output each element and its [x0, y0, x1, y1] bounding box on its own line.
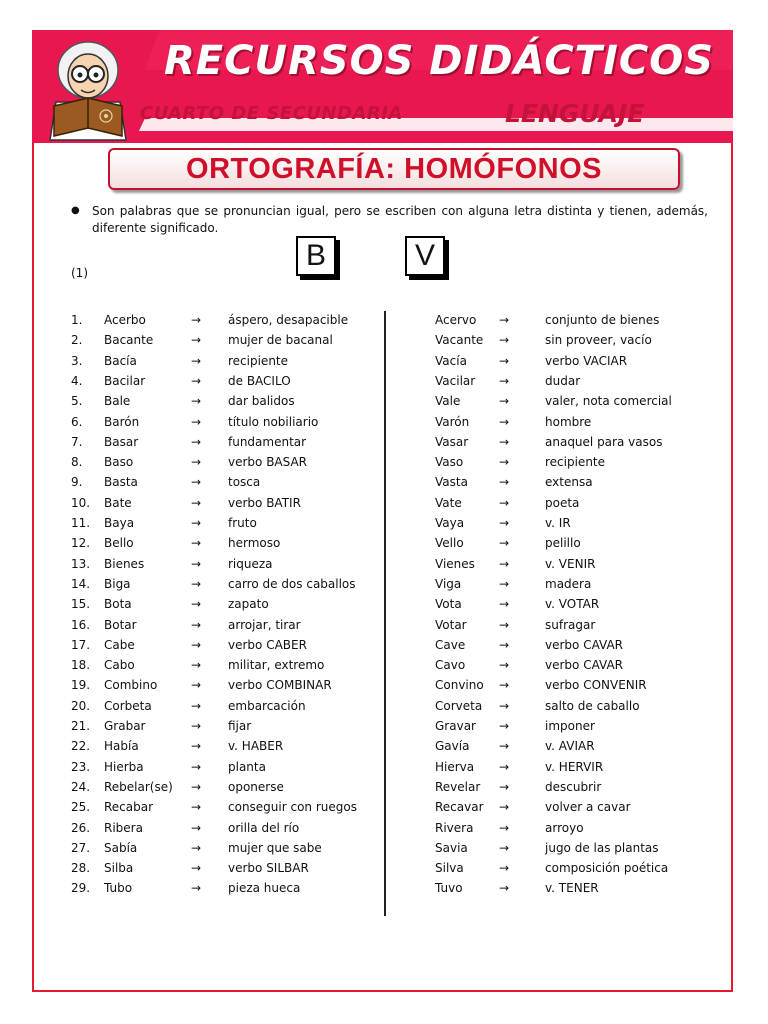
- v-meaning: v. VOTAR: [545, 597, 600, 612]
- v-meaning: v. HERVIR: [545, 759, 604, 774]
- arrow-icon: →: [191, 881, 202, 896]
- arrow-icon: →: [191, 800, 202, 815]
- table-row: [0, 455, 768, 475]
- row-number: 13.: [71, 556, 91, 571]
- v-meaning: v. VENIR: [545, 556, 596, 571]
- row-number: 5.: [71, 394, 83, 409]
- row-number: 14.: [71, 576, 91, 591]
- v-meaning: valer, nota comercial: [545, 394, 672, 409]
- arrow-icon: →: [499, 353, 510, 368]
- table-row: [0, 678, 768, 698]
- table-row: [0, 333, 768, 353]
- b-word: Corbeta: [104, 698, 152, 713]
- v-word: Hierva: [435, 759, 475, 774]
- b-word: Botar: [104, 617, 137, 632]
- arrow-icon: →: [191, 779, 202, 794]
- b-meaning: fijar: [228, 719, 252, 733]
- b-meaning: mujer de bacanal: [228, 333, 333, 348]
- arrow-icon: →: [499, 617, 510, 632]
- row-number: 23.: [71, 759, 91, 774]
- v-meaning: hombre: [545, 414, 592, 429]
- v-word: Convino: [435, 678, 484, 693]
- b-meaning: verbo SILBAR: [228, 861, 309, 876]
- table-row: [0, 881, 768, 901]
- arrow-icon: →: [191, 820, 202, 835]
- b-word: Cabo: [104, 658, 135, 673]
- arrow-icon: →: [499, 698, 510, 713]
- b-word: Sabía: [104, 840, 138, 855]
- table-row: [0, 739, 768, 759]
- b-word: Barón: [104, 414, 140, 429]
- table-row: [0, 658, 768, 678]
- table-row: [0, 699, 768, 719]
- v-meaning: poeta: [545, 495, 580, 510]
- arrow-icon: →: [191, 455, 202, 470]
- row-number: 6.: [71, 414, 83, 429]
- b-word: Bate: [104, 495, 132, 510]
- page-title-box: [108, 148, 680, 190]
- b-word: Baya: [104, 516, 135, 530]
- row-number: 4.: [71, 373, 83, 388]
- arrow-icon: →: [191, 698, 202, 713]
- arrow-icon: →: [499, 455, 510, 470]
- v-word: Varón: [435, 414, 470, 429]
- row-number: 25.: [71, 800, 91, 815]
- v-word: Tuvo: [435, 881, 463, 896]
- table-row: [0, 313, 768, 333]
- row-number: 24.: [71, 779, 91, 794]
- arrow-icon: →: [191, 576, 202, 591]
- b-meaning: zapato: [228, 597, 269, 612]
- table-row: [0, 415, 768, 435]
- row-number: 15.: [71, 597, 91, 612]
- v-meaning: descubrir: [545, 779, 602, 794]
- b-meaning: mujer que sabe: [228, 840, 322, 855]
- v-meaning: verbo CONVENIR: [545, 678, 647, 693]
- v-meaning: verbo CAVAR: [545, 637, 623, 652]
- v-meaning: extensa: [545, 475, 593, 490]
- arrow-icon: →: [191, 840, 202, 855]
- table-row: [0, 719, 768, 739]
- table-row: [0, 618, 768, 638]
- b-word: Recabar: [104, 800, 154, 815]
- v-word: Recavar: [435, 800, 484, 815]
- b-meaning: de BACILO: [228, 373, 291, 388]
- b-meaning: embarcación: [228, 698, 306, 713]
- arrow-icon: →: [191, 759, 202, 774]
- arrow-icon: →: [499, 861, 510, 876]
- row-number: 27.: [71, 840, 91, 855]
- table-row: [0, 760, 768, 780]
- arrow-icon: →: [191, 414, 202, 429]
- row-number: 17.: [71, 637, 91, 652]
- arrow-icon: →: [191, 861, 202, 876]
- v-word: Acervo: [435, 313, 477, 327]
- row-number: 11.: [71, 516, 91, 530]
- b-word: Bacante: [104, 333, 154, 348]
- row-number: 9.: [71, 475, 83, 490]
- arrow-icon: →: [191, 313, 202, 327]
- v-word: Vaso: [435, 455, 464, 470]
- arrow-icon: →: [499, 800, 510, 815]
- row-number: 21.: [71, 719, 91, 733]
- arrow-icon: →: [499, 597, 510, 612]
- table-row: [0, 841, 768, 861]
- arrow-icon: →: [191, 617, 202, 632]
- b-word: Silba: [104, 861, 134, 876]
- table-row: [0, 557, 768, 577]
- v-word: Vaya: [435, 516, 465, 530]
- v-word: Silva: [435, 861, 464, 876]
- v-word: Vacía: [435, 353, 467, 368]
- b-word: Basta: [104, 475, 138, 490]
- v-meaning: salto de caballo: [545, 698, 640, 713]
- b-word: Tubo: [104, 881, 133, 896]
- grade-label: CUARTO DE SECUNDARIA: [140, 103, 403, 124]
- b-meaning: conseguir con ruegos: [228, 800, 357, 815]
- arrow-icon: →: [499, 739, 510, 754]
- v-meaning: dudar: [545, 373, 581, 388]
- table-row: [0, 536, 768, 556]
- arrow-icon: →: [499, 637, 510, 652]
- table-row: [0, 821, 768, 841]
- v-word: Vasar: [435, 434, 469, 449]
- row-number: 8.: [71, 455, 83, 470]
- v-meaning: recipiente: [545, 455, 606, 470]
- v-meaning: jugo de las plantas: [545, 840, 659, 855]
- b-word: Rebelar(se): [104, 779, 173, 794]
- row-number: 3.: [71, 353, 83, 368]
- v-meaning: v. IR: [545, 516, 571, 530]
- v-word: Cave: [435, 637, 466, 652]
- b-meaning: oponerse: [228, 779, 284, 794]
- arrow-icon: →: [191, 394, 202, 409]
- v-meaning: composición poética: [545, 861, 669, 876]
- subject-label: LENGUAJE: [505, 99, 645, 128]
- b-meaning: verbo COMBINAR: [228, 678, 332, 693]
- arrow-icon: →: [499, 556, 510, 571]
- b-meaning: orilla del río: [228, 820, 300, 835]
- arrow-icon: →: [499, 759, 510, 774]
- row-number: 19.: [71, 678, 91, 693]
- arrow-icon: →: [191, 556, 202, 571]
- arrow-icon: →: [191, 536, 202, 551]
- b-word: Acerbo: [104, 313, 146, 327]
- row-number: 1.: [71, 313, 83, 327]
- b-meaning: hermoso: [228, 536, 281, 551]
- b-word: Bello: [104, 536, 134, 551]
- arrow-icon: →: [191, 333, 202, 348]
- arrow-icon: →: [191, 658, 202, 673]
- section-marker: (1): [71, 266, 88, 280]
- v-word: Vacante: [435, 333, 484, 348]
- b-meaning: dar balidos: [228, 394, 295, 409]
- arrow-icon: →: [499, 536, 510, 551]
- table-row: [0, 780, 768, 800]
- arrow-icon: →: [191, 719, 202, 733]
- row-number: 18.: [71, 658, 91, 673]
- b-meaning: arrojar, tirar: [228, 617, 301, 632]
- v-meaning: v. TENER: [545, 881, 599, 896]
- arrow-icon: →: [499, 840, 510, 855]
- b-meaning: v. HABER: [228, 739, 284, 754]
- b-word: Combino: [104, 678, 158, 693]
- row-number: 10.: [71, 495, 91, 510]
- v-meaning: imponer: [545, 719, 595, 733]
- b-meaning: tosca: [228, 475, 261, 490]
- b-word: Bacía: [104, 353, 137, 368]
- v-word: Revelar: [435, 779, 481, 794]
- arrow-icon: →: [499, 333, 510, 348]
- b-word: Bienes: [104, 556, 145, 571]
- arrow-icon: →: [499, 475, 510, 490]
- arrow-icon: →: [499, 779, 510, 794]
- row-number: 12.: [71, 536, 91, 551]
- v-word: Rivera: [435, 820, 474, 835]
- v-word: Vota: [435, 597, 462, 612]
- b-word: Hierba: [104, 759, 144, 774]
- table-row: [0, 638, 768, 658]
- arrow-icon: →: [499, 414, 510, 429]
- row-number: 26.: [71, 820, 91, 835]
- row-number: 22.: [71, 739, 91, 754]
- v-meaning: sin proveer, vacío: [545, 333, 652, 348]
- v-word: Savia: [435, 840, 468, 855]
- b-meaning: verbo BASAR: [228, 455, 308, 470]
- row-number: 16.: [71, 617, 91, 632]
- intro-text: Son palabras que se pronuncian igual, pero se escriben con alguna letra distinta y tienen, además, diferente significado.: [92, 204, 708, 235]
- arrow-icon: →: [499, 658, 510, 673]
- arrow-icon: →: [499, 516, 510, 530]
- arrow-icon: →: [499, 678, 510, 693]
- v-word: Cavo: [435, 658, 466, 673]
- letter-b-box: B: [296, 236, 336, 276]
- page-title: ORTOGRAFÍA: HOMÓFONOS: [186, 152, 602, 185]
- v-word: Vate: [435, 495, 462, 510]
- arrow-icon: →: [499, 313, 510, 327]
- table-row: [0, 374, 768, 394]
- b-meaning: planta: [228, 759, 266, 774]
- v-meaning: pelillo: [545, 536, 581, 551]
- v-word: Vacilar: [435, 373, 476, 388]
- v-meaning: verbo CAVAR: [545, 658, 623, 673]
- table-row: [0, 861, 768, 881]
- b-word: Bacilar: [104, 373, 146, 388]
- b-word: Basar: [104, 434, 139, 449]
- arrow-icon: →: [191, 353, 202, 368]
- b-meaning: verbo CABER: [228, 637, 307, 652]
- professor-mascot-icon: [36, 32, 140, 144]
- b-word: Biga: [104, 576, 131, 591]
- b-meaning: verbo BATIR: [228, 495, 301, 510]
- b-meaning: carro de dos caballos: [228, 576, 356, 591]
- arrow-icon: →: [191, 373, 202, 388]
- v-meaning: anaquel para vasos: [545, 434, 663, 449]
- b-word: Cabe: [104, 637, 135, 652]
- arrow-icon: →: [499, 820, 510, 835]
- row-number: 28.: [71, 861, 91, 876]
- b-meaning: recipiente: [228, 353, 289, 368]
- v-meaning: conjunto de bienes: [545, 313, 660, 327]
- row-number: 20.: [71, 698, 91, 713]
- letter-v-box: V: [405, 236, 445, 276]
- b-meaning: pieza hueca: [228, 881, 301, 896]
- b-word: Ribera: [104, 820, 143, 835]
- table-row: [0, 496, 768, 516]
- arrow-icon: →: [191, 475, 202, 490]
- arrow-icon: →: [191, 739, 202, 754]
- v-meaning: sufragar: [545, 617, 596, 632]
- table-row: [0, 577, 768, 597]
- v-word: Votar: [435, 617, 467, 632]
- arrow-icon: →: [499, 394, 510, 409]
- v-word: Gravar: [435, 719, 476, 733]
- arrow-icon: →: [499, 881, 510, 896]
- v-word: Gavía: [435, 739, 470, 754]
- v-meaning: arroyo: [545, 820, 584, 835]
- arrow-icon: →: [499, 495, 510, 510]
- v-word: Vello: [435, 536, 464, 551]
- banner-title: RECURSOS DIDÁCTICOS: [164, 38, 715, 84]
- arrow-icon: →: [499, 373, 510, 388]
- b-meaning: riqueza: [228, 556, 273, 571]
- b-meaning: fruto: [228, 516, 257, 530]
- arrow-icon: →: [191, 434, 202, 449]
- v-word: Vale: [435, 394, 461, 409]
- table-row: [0, 394, 768, 414]
- b-meaning: áspero, desapacible: [228, 313, 349, 327]
- table-row: [0, 597, 768, 617]
- arrow-icon: →: [191, 495, 202, 510]
- table-row: [0, 435, 768, 455]
- v-meaning: madera: [545, 576, 592, 591]
- v-word: Vasta: [435, 475, 468, 490]
- arrow-icon: →: [191, 597, 202, 612]
- v-word: Vienes: [435, 556, 475, 571]
- arrow-icon: →: [191, 516, 202, 530]
- arrow-icon: →: [191, 637, 202, 652]
- row-number: 7.: [71, 434, 83, 449]
- b-meaning: título nobiliario: [228, 414, 319, 429]
- b-meaning: militar, extremo: [228, 658, 325, 673]
- table-row: [0, 516, 768, 536]
- b-word: Bota: [104, 597, 132, 612]
- b-word: Había: [104, 739, 139, 754]
- arrow-icon: →: [191, 678, 202, 693]
- table-row: [0, 354, 768, 374]
- v-word: Viga: [435, 576, 462, 591]
- v-word: Corveta: [435, 698, 483, 713]
- arrow-icon: →: [499, 576, 510, 591]
- b-word: Baso: [104, 455, 134, 470]
- b-word: Bale: [104, 394, 131, 409]
- v-meaning: v. AVIAR: [545, 739, 595, 754]
- arrow-icon: →: [499, 719, 510, 733]
- v-meaning: verbo VACIAR: [545, 353, 628, 368]
- row-number: 29.: [71, 881, 91, 896]
- table-row: [0, 475, 768, 495]
- v-meaning: volver a cavar: [545, 800, 631, 815]
- arrow-icon: →: [499, 434, 510, 449]
- table-row: [0, 800, 768, 820]
- b-meaning: fundamentar: [228, 434, 307, 449]
- b-word: Grabar: [104, 719, 146, 733]
- bullet-icon: ●: [71, 205, 80, 216]
- row-number: 2.: [71, 333, 83, 348]
